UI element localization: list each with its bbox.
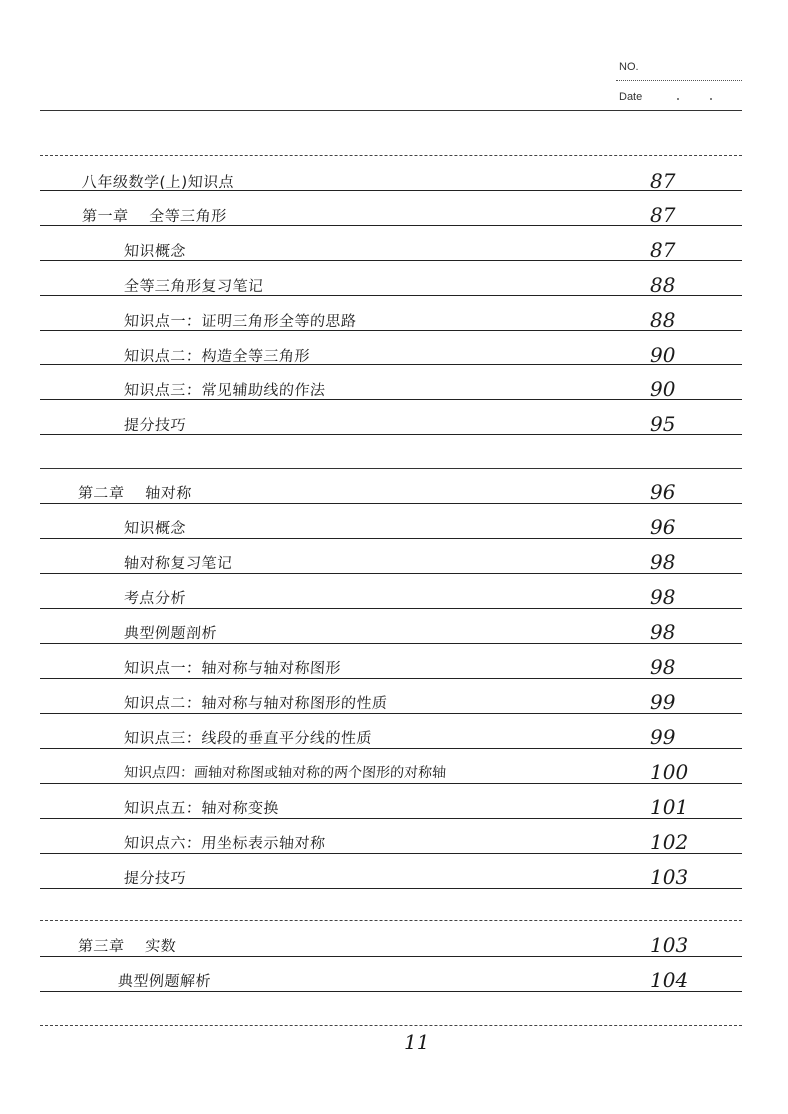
toc-entry-page: 87 xyxy=(650,169,676,193)
toc-underline xyxy=(40,991,742,992)
no-line xyxy=(616,80,742,81)
toc-entry-page: 87 xyxy=(650,238,676,262)
ruled-line xyxy=(40,1025,742,1026)
toc-underline xyxy=(40,643,742,644)
toc-entry-page: 88 xyxy=(650,273,676,297)
page-number: 11 xyxy=(404,1030,430,1054)
toc-entry-title: 全等三角形复习笔记 xyxy=(123,277,265,295)
date-dot xyxy=(710,98,712,100)
toc-underline xyxy=(40,399,742,400)
toc-entry-title: 八年级数学(上)知识点 xyxy=(81,173,235,191)
toc-entry-page: 87 xyxy=(650,203,676,227)
toc-entry-title: 典型例题剖析 xyxy=(123,624,218,642)
toc-underline xyxy=(40,678,742,679)
no-label: NO. xyxy=(619,61,639,73)
toc-entry-page: 101 xyxy=(650,795,689,819)
toc-underline xyxy=(40,190,742,191)
toc-entry-page: 90 xyxy=(650,343,676,367)
toc-entry-page: 98 xyxy=(650,550,676,574)
toc-entry-page: 88 xyxy=(650,308,676,332)
toc-entry-title: 知识点五：轴对称变换 xyxy=(123,799,280,817)
toc-entry-page: 103 xyxy=(650,865,689,889)
date-label: Date xyxy=(619,91,643,103)
toc-entry-title: 知识点三：线段的垂直平分线的性质 xyxy=(123,729,373,747)
toc-entry-title: 提分技巧 xyxy=(123,416,187,434)
toc-underline xyxy=(40,260,742,261)
toc-underline xyxy=(40,608,742,609)
toc-entry-page: 102 xyxy=(650,830,689,854)
toc-entry-page: 90 xyxy=(650,377,676,401)
toc-entry-page: 96 xyxy=(650,480,676,504)
ruled-line xyxy=(40,155,742,156)
ruled-line xyxy=(40,920,742,921)
toc-entry-title: 知识点一：证明三角形全等的思路 xyxy=(123,312,358,330)
toc-entry-page: 98 xyxy=(650,655,676,679)
toc-underline xyxy=(40,225,742,226)
toc-entry-title: 知识点三：常见辅助线的作法 xyxy=(123,381,327,399)
toc-entry-title: 知识概念 xyxy=(123,519,187,537)
toc-entry-title: 考点分析 xyxy=(123,589,187,607)
toc-entry-title: 知识点四：画轴对称图或轴对称的两个图形的对称轴 xyxy=(123,765,447,781)
toc-entry-title: 第二章 轴对称 xyxy=(77,484,193,502)
toc-underline xyxy=(40,434,742,435)
toc-entry-title: 典型例题解析 xyxy=(117,972,212,990)
toc-entry-title: 知识点二：构造全等三角形 xyxy=(123,347,311,365)
header-rule xyxy=(40,110,742,111)
toc-underline xyxy=(40,503,742,504)
toc-underline xyxy=(40,783,742,784)
toc-underline xyxy=(40,573,742,574)
toc-entry-page: 100 xyxy=(650,760,689,784)
toc-underline xyxy=(40,364,742,365)
toc-entry-title: 知识点一：轴对称与轴对称图形 xyxy=(123,659,342,677)
toc-entry-title: 轴对称复习笔记 xyxy=(123,554,234,572)
toc-entry-page: 104 xyxy=(650,968,689,992)
toc-entry-title: 知识点二：轴对称与轴对称图形的性质 xyxy=(123,694,389,712)
toc-underline xyxy=(40,748,742,749)
toc-entry-page: 103 xyxy=(650,933,689,957)
toc-entry-page: 99 xyxy=(650,690,676,714)
toc-entry-page: 99 xyxy=(650,725,676,749)
toc-entry-title: 第三章 实数 xyxy=(77,937,177,955)
toc-underline xyxy=(40,538,742,539)
toc-underline xyxy=(40,956,742,957)
date-dot xyxy=(677,98,679,100)
toc-entry-page: 96 xyxy=(650,515,676,539)
toc-underline xyxy=(40,330,742,331)
toc-entry-page: 98 xyxy=(650,585,676,609)
toc-underline xyxy=(40,295,742,296)
toc-entry-title: 知识点六：用坐标表示轴对称 xyxy=(123,834,327,852)
toc-entry-title: 第一章 全等三角形 xyxy=(81,207,228,225)
ruled-line xyxy=(40,468,742,469)
toc-underline xyxy=(40,818,742,819)
toc-underline xyxy=(40,853,742,854)
toc-entry-page: 98 xyxy=(650,620,676,644)
toc-entry-page: 95 xyxy=(650,412,676,436)
toc-entry-title: 知识概念 xyxy=(123,242,187,260)
toc-underline xyxy=(40,888,742,889)
toc-underline xyxy=(40,713,742,714)
toc-entry-title: 提分技巧 xyxy=(123,869,187,887)
